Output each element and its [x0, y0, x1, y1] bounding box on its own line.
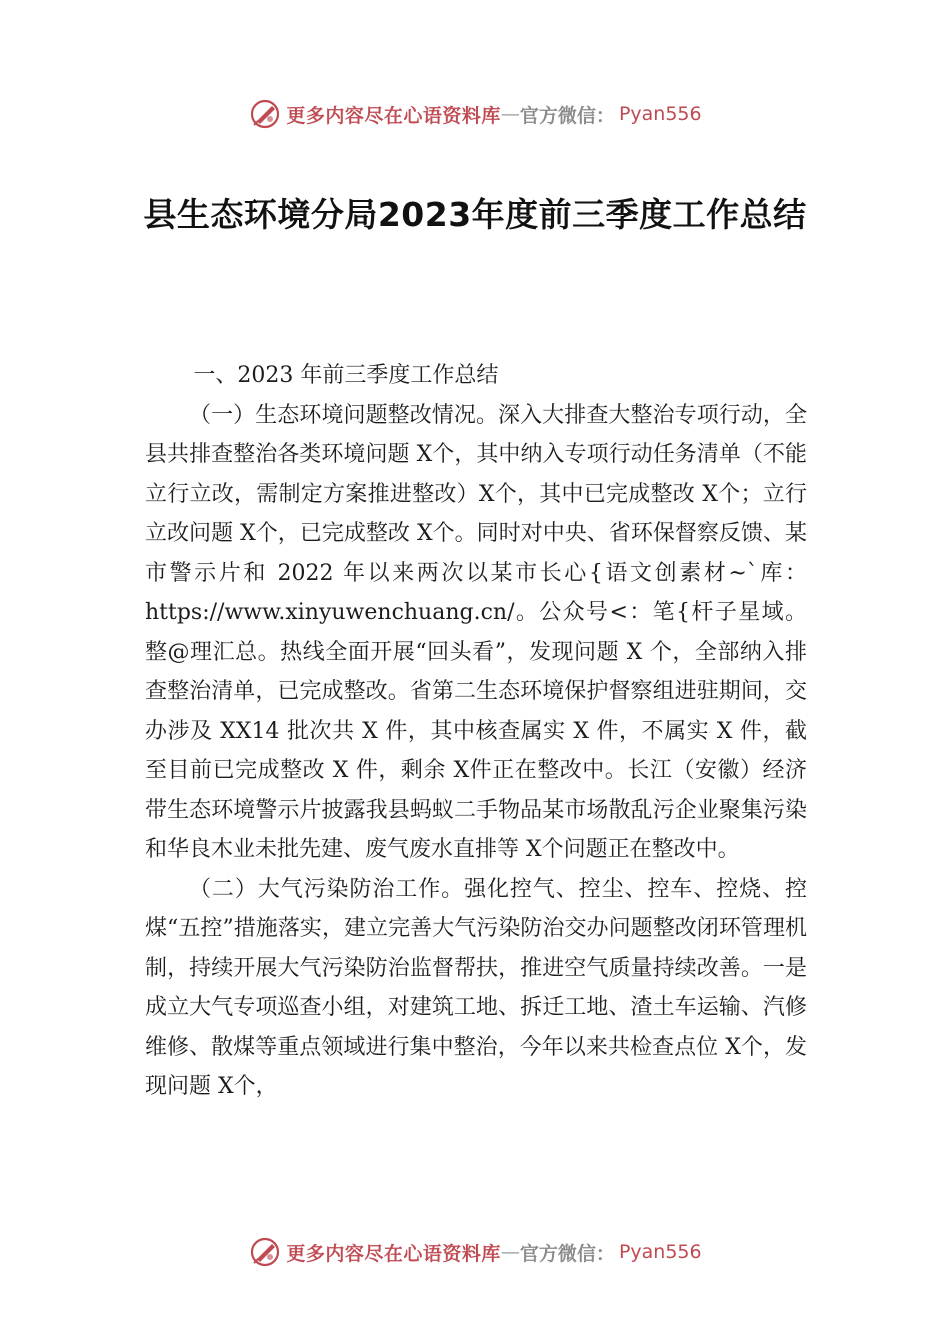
document-body — [145, 356, 807, 1107]
watermark-wechat-label: 官方微信： — [519, 104, 615, 127]
watermark-separator: — — [500, 1241, 520, 1263]
watermark-wechat-id: Pyan556 — [618, 103, 702, 125]
watermark-separator: — — [500, 103, 520, 125]
pen-seal-icon — [248, 1235, 282, 1269]
pen-seal-icon — [248, 97, 282, 131]
paragraph: （二）大气污染防治工作。强化控气、控尘、控车、控烧、控煤“五控”措施落实，建立完善大气污染防治交办问题整改闭环管理机制，持续开展大气污染防治监督帮扶，推进空气质量持续改善。一是成立大气专项巡查小组，对建筑工地、拆迁工地、渣土车运输、汽修维修、散煤等重点领域进行集中整治，今年以来共检查点位 X个，发现问题 X个， — [145, 876, 807, 1099]
watermark-footer — [0, 1232, 950, 1272]
section-heading: 一、2023 年前三季度工作总结 — [193, 363, 499, 388]
watermark-wechat-label: 官方微信： — [519, 1242, 615, 1265]
paragraph: （一）生态环境问题整改情况。深入大排查大整治专项行动，全县共排查整治各类环境问题 X个，其中纳入专项行动任务清单（不能立行立改，需制定方案推进整改）X个，其中已完成整改 X个；立行立改问题 X个，已完成整改 X个。同时对中央、省环保督察反馈、某市警示片和 2022 年以来两次以某市长心{语文创素材~`库：https://www.xinyuwenchuang.cn/。公众号<：笔{杆子星域。整@理汇总。热线全面开展“回头看”，发现问题 X 个，全部纳入排查整治清单，已完成整改。省第二生态环境保护督察组进驻期间，交办涉及 XX14 批次共 X 件，其中核查属实 X 件，不属实 X 件，截至目前已完成整改 X 件，剩余 X件正在整改中。长江（安徽）经济带生态环境警示片披露我县蚂蚁二手物品某市场散乱污企业聚集污染和华良木业未批先建、废气废水直排等 X个问题正在整改中。 — [145, 402, 807, 862]
watermark-brand-text: 更多内容尽在心语资料库 — [286, 1242, 501, 1265]
watermark-brand-text: 更多内容尽在心语资料库 — [286, 104, 501, 127]
page-title: 县生态环境分局2023年度前三季度工作总结 — [143, 195, 807, 234]
watermark-wechat-id: Pyan556 — [618, 1241, 702, 1263]
watermark-header — [0, 94, 950, 134]
